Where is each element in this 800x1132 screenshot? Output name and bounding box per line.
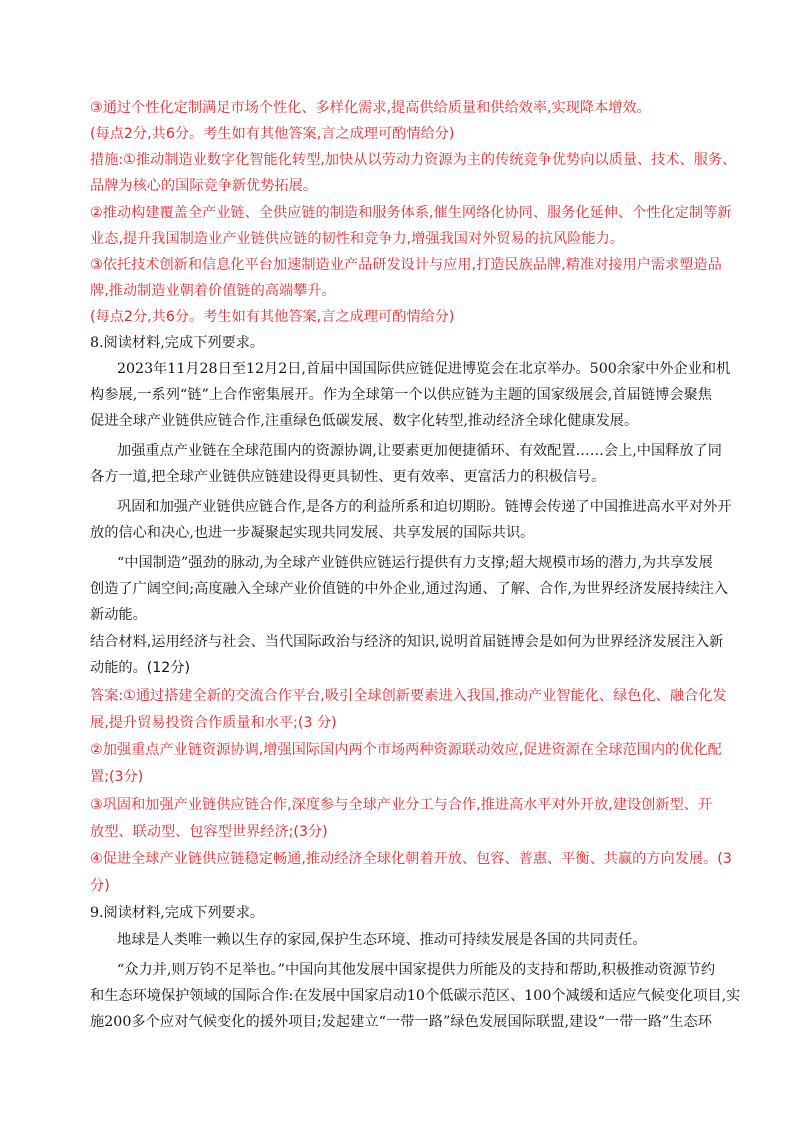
answer-line: 答案:①通过搭建全新的交流合作平台,吸引全球创新要素进入我国,推动产业智能化、绿色化、融合化发 [90,688,727,704]
material-paragraph-line: 构参展,一系列“链”上合作密集展开。作为全球第一个以供应链为主题的国家级展会,首届链博会聚焦 [90,387,712,403]
scoring-note: (每点2分,共6分。考生如有其他答案,言之成理可酌情给分) [90,309,455,325]
measure-2-line: 业态,提升我国制造业产业链供应链的韧性和竞争力,增强我国对外贸易的抗风险能力。 [90,231,624,247]
answer-line: ③巩固和加强产业链供应链合作,深度参与全球产业分工与合作,推进高水平对外开放,建设创新型、开 [90,797,713,813]
measure-3-line: 牌,推动制造业朝着价值链的高端攀升。 [90,283,336,299]
answer-line: 分) [90,878,110,894]
material-paragraph-line: 放的信心和决心,也进一步凝聚起实现共同发展、共享发展的国际共识。 [90,525,535,541]
question-prompt: 结合材料,运用经济与社会、当代国际政治与经济的知识,说明首届链博会是如何为世界经济发展注入新 [90,634,724,650]
answer-line: ②加强重点产业链资源协调,增强国际国内两个市场两种资源联动效应,促进资源在全球范围内的优化配 [90,742,722,758]
material-paragraph-line: 2023年11月28日至12月2日,首届中国国际供应链促进博览会在北京举办。500余家中外企业和机 [117,361,731,377]
answer-line: 放型、联动型、包容型世界经济;(3分) [90,824,328,840]
answer-line: 展,提升贸易投资合作质量和水平;(3 分) [90,715,337,731]
answer-line: ④促进全球产业链供应链稳定畅通,推动经济全球化朝着开放、包容、普惠、平衡、共赢的方向发展。(3 [90,851,732,867]
material-paragraph-line: 创造了广阔空间;高度融入全球产业价值链的中外企业,通过沟通、了解、合作,为世界经济发展持续注入 [90,581,729,597]
material-paragraph-line: 施200多个应对气候变化的援外项目;发起建立“一带一路”绿色发展国际联盟,建设“一带一路”生态环 [90,1014,712,1030]
material-paragraph-line: 巩固和加强产业链供应链合作,是各方的利益所系和迫切期盼。链博会传递了中国推进高水平对外开 [117,499,732,515]
material-paragraph-line: “众力并,则万钧不足举也。”中国向其他发展中国家提供力所能及的支持和帮助,积极推动资源节约 [117,962,716,978]
material-paragraph-line: 加强重点产业链在全球范围内的资源协调,让要素更加便捷循环、有效配置……会上,中国释放了同 [117,443,722,459]
question-prompt: 动能的。(12分) [90,660,191,676]
question-heading: 9.阅读材料,完成下列要求。 [90,905,265,921]
measures-line: 品牌为核心的国际竞争新优势拓展。 [90,178,318,194]
question-heading: 8.阅读材料,完成下列要求。 [90,335,265,351]
material-paragraph-line: 新动能。 [90,607,147,623]
scoring-note: (每点2分,共6分。考生如有其他答案,言之成理可酌情给分) [90,126,455,142]
measure-3-line: ③依托技术创新和信息化平台加速制造业产品研发设计与应用,打造民族品牌,精准对接用户需求塑造品 [90,257,722,273]
material-paragraph-line: 地球是人类唯一赖以生存的家园,保护生态环境、推动可持续发展是各国的共同责任。 [117,932,647,948]
material-paragraph-line: 和生态环境保护领域的国际合作:在发展中国家启动10个低碳示范区、100个减缓和适应气候变化项目,实 [90,988,741,1004]
measure-2-line: ②推动构建覆盖全产业链、全供应链的制造和服务体系,催生网络化协同、服务化延伸、个性化定制等新 [90,205,732,221]
answer-point-3: ③通过个性化定制满足市场个性化、多样化需求,提高供给质量和供给效率,实现降本增效。 [90,100,651,116]
measures-line: 措施:①推动制造业数字化智能化转型,加快从以劳动力资源为主的传统竞争优势向以质量、技术、服务、 [90,152,737,168]
material-paragraph-line: 促进全球产业链供应链合作,注重绿色低碳发展、数字化转型,推动经济全球化健康发展。 [90,413,639,429]
material-paragraph-line: 各方一道,把全球产业链供应链建设得更具韧性、更有效率、更富活力的积极信号。 [90,469,606,485]
material-paragraph-line: “中国制造”强劲的脉动,为全球产业链供应链运行提供有力支撑;超大规模市场的潜力,为共享发展 [117,555,713,571]
answer-line: 置;(3分) [90,769,144,785]
